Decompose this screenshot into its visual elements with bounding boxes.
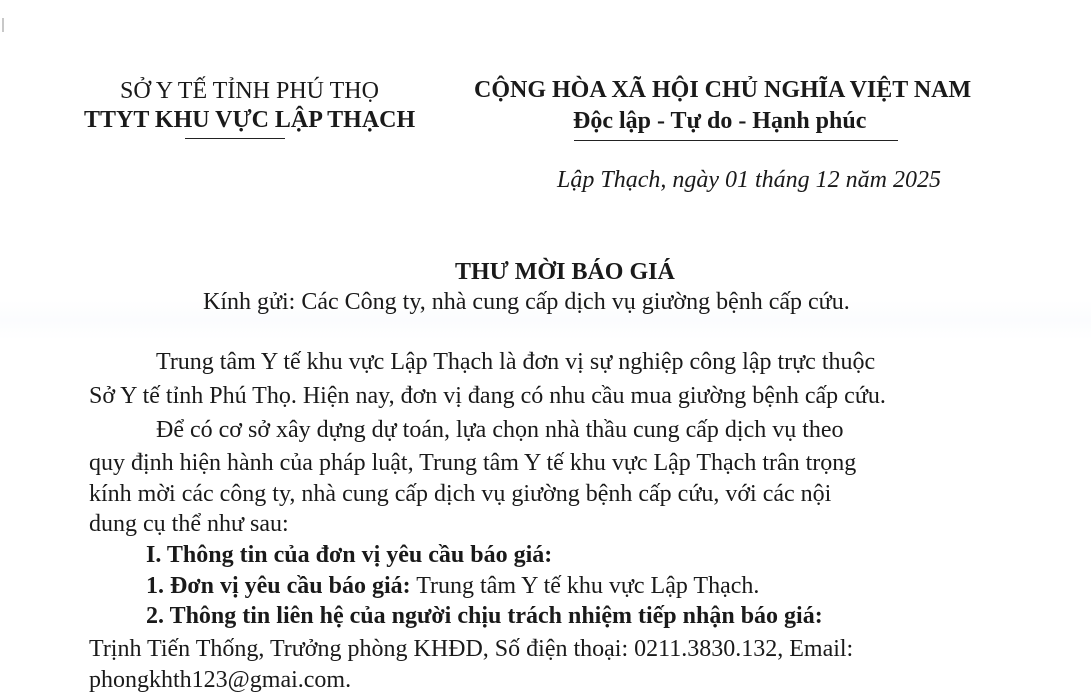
recipient-line: Kính gửi: Các Công ty, nhà cung cấp dịch vụ giường bệnh cấp cứu. [203,289,850,315]
motto-underline [574,140,898,141]
body-line: kính mời các công ty, nhà cung cấp dịch vụ giường bệnh cấp cứu, với các nội [89,481,832,507]
body-line: Để có cơ sở xây dựng dự toán, lựa chọn nhà thầu cung cấp dịch vụ theo [156,417,844,443]
body-line: Sở Y tế tỉnh Phú Thọ. Hiện nay, đơn vị đang có nhu cầu mua giường bệnh cấp cứu. [89,383,886,409]
organization-underline [185,138,285,139]
item-value: Trung tâm Y tế khu vực Lập Thạch. [410,573,760,599]
national-title: CỘNG HÒA XÃ HỘI CHỦ NGHĨA VIỆT NAM [474,77,972,103]
body-line: quy định hiện hành của pháp luật, Trung tâm Y tế khu vực Lập Thạch trân trọng [89,450,857,476]
scan-margin-mark [2,18,4,32]
contact-email: phongkhth123@gmai.com. [89,667,352,693]
agency-name: SỞ Y TẾ TỈNH PHÚ THỌ [120,78,379,104]
item-requester [146,573,759,600]
contact-details: Trịnh Tiến Thống, Trưởng phòng KHĐD, Số điện thoại: 0211.3830.132, Email: [89,636,854,662]
document-title: THƯ MỜI BÁO GIÁ [455,259,675,285]
section-heading: I. Thông tin của đơn vị yêu cầu báo giá: [146,542,553,568]
national-motto: Độc lập - Tự do - Hạnh phúc [573,108,867,134]
body-line: dung cụ thể như sau: [89,511,289,537]
body-line: Trung tâm Y tế khu vực Lập Thạch là đơn vị sự nghiệp công lập trực thuộc [156,349,876,375]
place-date-line: Lập Thạch, ngày 01 tháng 12 năm 2025 [557,167,941,193]
item-contact-heading: 2. Thông tin liên hệ của người chịu trách nhiệm tiếp nhận báo giá: [146,603,823,629]
organization-name: TTYT KHU VỰC LẬP THẠCH [84,107,416,133]
item-label: 1. Đơn vị yêu cầu báo giá: [146,573,411,599]
